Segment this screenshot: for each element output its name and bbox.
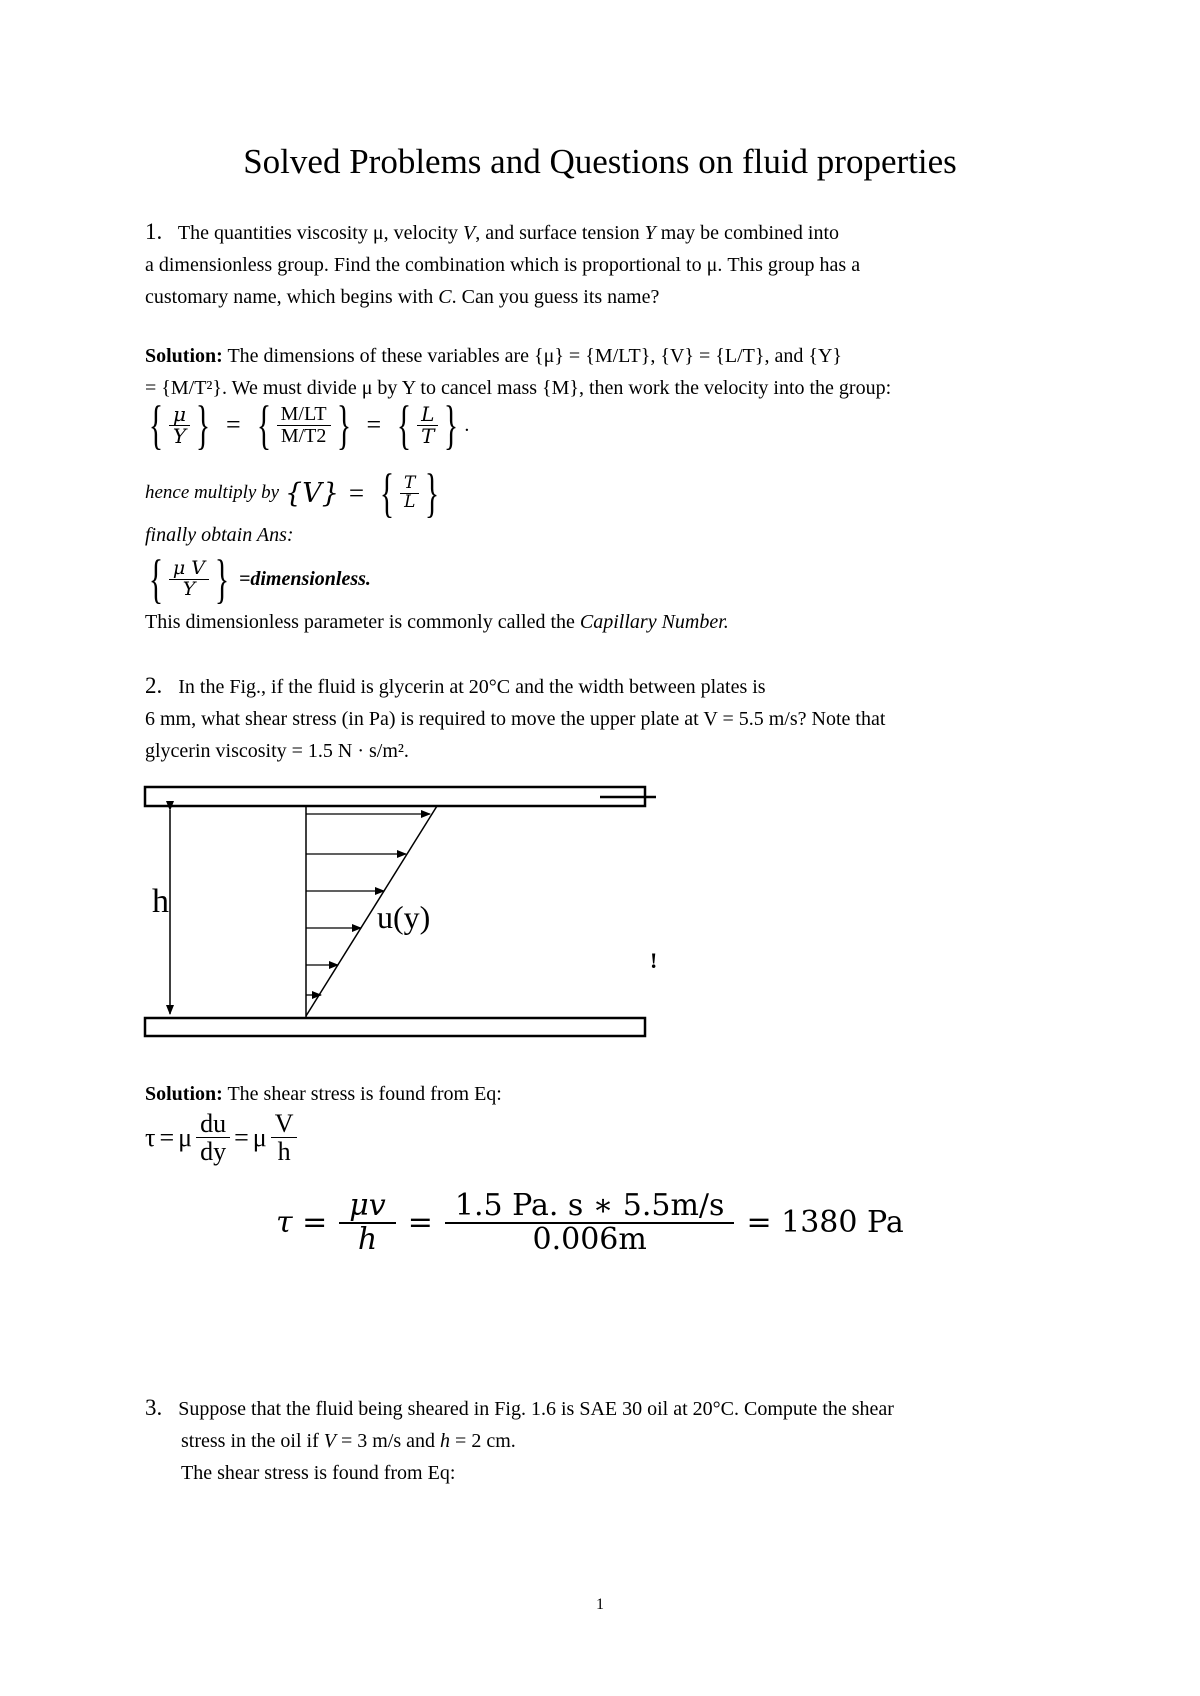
problem-1 <box>145 216 1105 313</box>
shear-stress-calculation: τ = $\frac{\mu v}{h}$ = $\frac{1.5 Pa. s ∗ 5.5m/s}{0.006m}$ = 1380 Pa <box>276 1188 904 1257</box>
h-label: h <box>152 883 169 920</box>
problem-2: 2. In the Fig., if the fluid is glycerin at 20°C and the width between plates is 6 mm, what shear stress (in Pa) is required to move the upper plate at V = 5.5 m/s? Note that glycerin viscosity = 1.5 N · s/m². <box>145 673 886 762</box>
dimension-equation: { $\frac{\mu}{Y}$ } = { $\frac{M/LT}{M/T2}$ } = { $\frac{L}{T}$ } . <box>148 395 470 455</box>
problem-3: 3. Suppose that the fluid being sheared in Fig. 1.6 is SAE 30 oil at 20°C. Compute the shear stress in the oil if V = 3 m/s and h = 2 cm. The shear stress is found from Eq: <box>145 1395 894 1484</box>
page-title: Solved Problems and Questions on fluid properties <box>243 142 957 181</box>
problem-1-line-3: customary name, which begins with C. Can you guess its name? <box>145 286 660 308</box>
problem-1-line-2: a dimensionless group. Find the combination which is proportional to μ. This group has a <box>145 254 861 276</box>
solution-2: Solution: The shear stress is found from Eq: <box>145 1083 502 1105</box>
page-number: 1 <box>596 1596 604 1613</box>
hence-multiply-line: hence multiply by {V} = { $\frac{T}{L}$ } <box>145 463 440 523</box>
solution-label: Solution: <box>145 1083 223 1105</box>
problem-number: 2. <box>145 673 163 698</box>
conclusion: This dimensionless parameter is commonly called the Capillary Number. <box>145 611 729 633</box>
shear-stress-formula: τ = μ $\frac{du}{dy}$ = μ $\frac{V}{h}$ <box>145 1110 297 1166</box>
upper-plate <box>145 787 645 806</box>
problem-1-line-1: 1. The quantities viscosity μ, velocity V, and surface tension Y may be combined into <box>145 219 840 244</box>
finally-label: finally obtain Ans: <box>145 524 294 546</box>
solution-label: Solution: <box>145 345 223 367</box>
u-label: u(y) <box>377 899 431 935</box>
problem-number: 3. <box>145 1395 163 1420</box>
lower-plate <box>145 1018 645 1036</box>
solution-1: Solution: The dimensions of these variables are {μ} = {M/LT}, {V} = {L/T}, and {Y} = {M/T²}. We must divide μ by Y to cancel mass {M}, then work the velocity into the group: <box>145 345 892 399</box>
answer-equation: { $\frac{\text{μ V}}{Y}$ } =dimensionless. <box>148 549 371 609</box>
problem-number: 1. <box>145 219 163 244</box>
couette-flow-figure <box>140 780 670 1050</box>
side-mark: ! <box>650 948 658 973</box>
